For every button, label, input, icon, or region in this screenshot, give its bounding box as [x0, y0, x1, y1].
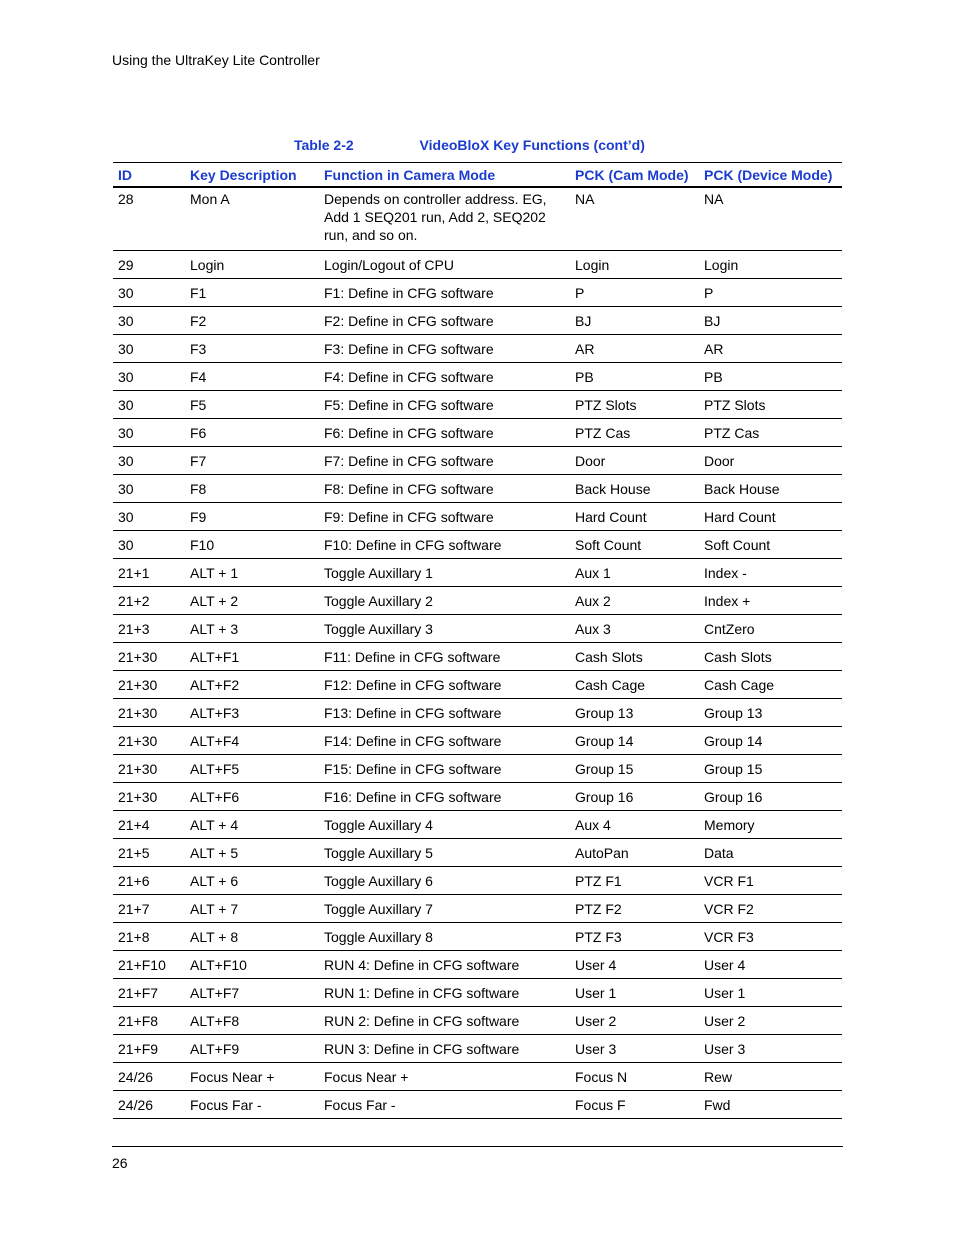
cell-id: 30: [113, 475, 185, 503]
cell-pck-device-mode: Door: [699, 447, 842, 475]
table-row: [113, 727, 842, 755]
cell-pck-cam-mode: Aux 3: [570, 615, 699, 643]
cell-key-description: ALT+F8: [185, 1007, 319, 1035]
cell-pck-cam-mode: PTZ Cas: [570, 419, 699, 447]
table-caption-label: Table 2-2: [294, 137, 354, 153]
cell-function-camera-mode: F10: Define in CFG software: [319, 531, 570, 559]
cell-pck-cam-mode: Hard Count: [570, 503, 699, 531]
cell-pck-cam-mode: PTZ F2: [570, 895, 699, 923]
cell-function-camera-mode: F12: Define in CFG software: [319, 671, 570, 699]
cell-id: 28: [113, 187, 185, 251]
table-row: [113, 447, 842, 475]
cell-pck-cam-mode: Focus F: [570, 1091, 699, 1119]
cell-pck-cam-mode: Group 14: [570, 727, 699, 755]
key-functions-table: [113, 162, 842, 1119]
cell-function-camera-mode: Toggle Auxillary 4: [319, 811, 570, 839]
table-row: [113, 475, 842, 503]
cell-key-description: ALT+F2: [185, 671, 319, 699]
cell-pck-device-mode: PTZ Cas: [699, 419, 842, 447]
cell-pck-cam-mode: User 1: [570, 979, 699, 1007]
cell-pck-device-mode: CntZero: [699, 615, 842, 643]
table-row: [113, 895, 842, 923]
cell-key-description: F8: [185, 475, 319, 503]
table-header-row: [113, 163, 842, 188]
cell-function-camera-mode: RUN 4: Define in CFG software: [319, 951, 570, 979]
cell-pck-device-mode: Login: [699, 251, 842, 279]
table-row: [113, 587, 842, 615]
cell-id: 29: [113, 251, 185, 279]
cell-id: 30: [113, 307, 185, 335]
cell-pck-cam-mode: PTZ F1: [570, 867, 699, 895]
cell-id: 21+30: [113, 699, 185, 727]
cell-function-camera-mode: F16: Define in CFG software: [319, 783, 570, 811]
cell-pck-device-mode: Soft Count: [699, 531, 842, 559]
cell-function-camera-mode: F2: Define in CFG software: [319, 307, 570, 335]
column-header-key-description: Key Description: [185, 163, 319, 188]
cell-id: 21+F7: [113, 979, 185, 1007]
cell-key-description: ALT+F3: [185, 699, 319, 727]
cell-pck-device-mode: Hard Count: [699, 503, 842, 531]
cell-pck-cam-mode: PTZ Slots: [570, 391, 699, 419]
cell-function-camera-mode: Login/Logout of CPU: [319, 251, 570, 279]
cell-function-camera-mode: Toggle Auxillary 2: [319, 587, 570, 615]
cell-function-camera-mode: Toggle Auxillary 7: [319, 895, 570, 923]
cell-function-camera-mode: RUN 3: Define in CFG software: [319, 1035, 570, 1063]
cell-key-description: ALT + 8: [185, 923, 319, 951]
cell-id: 21+30: [113, 727, 185, 755]
cell-id: 21+4: [113, 811, 185, 839]
table-caption: [294, 137, 645, 153]
cell-pck-device-mode: P: [699, 279, 842, 307]
cell-function-camera-mode: Toggle Auxillary 3: [319, 615, 570, 643]
cell-function-camera-mode: F8: Define in CFG software: [319, 475, 570, 503]
cell-function-camera-mode: F14: Define in CFG software: [319, 727, 570, 755]
cell-id: 30: [113, 335, 185, 363]
column-header-function-camera-mode: Function in Camera Mode: [319, 163, 570, 188]
cell-key-description: F1: [185, 279, 319, 307]
cell-function-camera-mode: F13: Define in CFG software: [319, 699, 570, 727]
cell-pck-device-mode: User 2: [699, 1007, 842, 1035]
cell-pck-cam-mode: Group 13: [570, 699, 699, 727]
cell-key-description: ALT + 1: [185, 559, 319, 587]
table-row: [113, 1091, 842, 1119]
cell-pck-cam-mode: AR: [570, 335, 699, 363]
table-row: [113, 187, 842, 251]
column-header-pck-cam-mode: PCK (Cam Mode): [570, 163, 699, 188]
cell-id: 30: [113, 531, 185, 559]
table-row: [113, 559, 842, 587]
cell-key-description: ALT + 2: [185, 587, 319, 615]
table-row: [113, 251, 842, 279]
cell-pck-device-mode: Rew: [699, 1063, 842, 1091]
cell-pck-device-mode: PTZ Slots: [699, 391, 842, 419]
cell-pck-cam-mode: BJ: [570, 307, 699, 335]
cell-pck-cam-mode: Login: [570, 251, 699, 279]
cell-key-description: ALT+F7: [185, 979, 319, 1007]
cell-pck-device-mode: AR: [699, 335, 842, 363]
cell-function-camera-mode: F4: Define in CFG software: [319, 363, 570, 391]
table-row: [113, 671, 842, 699]
cell-pck-device-mode: Index +: [699, 587, 842, 615]
cell-id: 21+2: [113, 587, 185, 615]
cell-pck-device-mode: Group 15: [699, 755, 842, 783]
cell-pck-device-mode: Fwd: [699, 1091, 842, 1119]
table-row: [113, 979, 842, 1007]
table-row: [113, 951, 842, 979]
cell-pck-cam-mode: Aux 1: [570, 559, 699, 587]
cell-id: 30: [113, 419, 185, 447]
cell-pck-cam-mode: AutoPan: [570, 839, 699, 867]
table-row: [113, 335, 842, 363]
cell-id: 21+1: [113, 559, 185, 587]
cell-id: 30: [113, 447, 185, 475]
cell-key-description: ALT+F9: [185, 1035, 319, 1063]
column-header-pck-device-mode: PCK (Device Mode): [699, 163, 842, 188]
cell-key-description: F3: [185, 335, 319, 363]
cell-key-description: ALT + 5: [185, 839, 319, 867]
cell-function-camera-mode: RUN 2: Define in CFG software: [319, 1007, 570, 1035]
cell-pck-device-mode: Group 14: [699, 727, 842, 755]
cell-pck-device-mode: Group 16: [699, 783, 842, 811]
cell-pck-cam-mode: User 2: [570, 1007, 699, 1035]
table-row: [113, 923, 842, 951]
cell-key-description: ALT+F1: [185, 643, 319, 671]
table-row: [113, 1007, 842, 1035]
table-row: [113, 307, 842, 335]
table-row: [113, 615, 842, 643]
cell-function-camera-mode: Focus Near +: [319, 1063, 570, 1091]
cell-function-camera-mode: F9: Define in CFG software: [319, 503, 570, 531]
cell-key-description: F5: [185, 391, 319, 419]
cell-key-description: ALT+F4: [185, 727, 319, 755]
cell-pck-cam-mode: PB: [570, 363, 699, 391]
table-row: [113, 363, 842, 391]
cell-key-description: ALT + 3: [185, 615, 319, 643]
cell-key-description: F4: [185, 363, 319, 391]
table-row: [113, 1063, 842, 1091]
table-row: [113, 643, 842, 671]
cell-pck-device-mode: Data: [699, 839, 842, 867]
table-row: [113, 531, 842, 559]
cell-pck-device-mode: Cash Cage: [699, 671, 842, 699]
table-row: [113, 1035, 842, 1063]
cell-pck-device-mode: Memory: [699, 811, 842, 839]
cell-key-description: F7: [185, 447, 319, 475]
cell-key-description: ALT + 7: [185, 895, 319, 923]
table-row: [113, 279, 842, 307]
cell-id: 30: [113, 503, 185, 531]
cell-pck-device-mode: Group 13: [699, 699, 842, 727]
cell-function-camera-mode: F6: Define in CFG software: [319, 419, 570, 447]
cell-pck-cam-mode: NA: [570, 187, 699, 251]
cell-key-description: ALT+F5: [185, 755, 319, 783]
footer-rule: [112, 1146, 843, 1147]
cell-key-description: ALT+F10: [185, 951, 319, 979]
cell-pck-cam-mode: Aux 4: [570, 811, 699, 839]
cell-function-camera-mode: Toggle Auxillary 1: [319, 559, 570, 587]
cell-function-camera-mode: F7: Define in CFG software: [319, 447, 570, 475]
cell-pck-device-mode: NA: [699, 187, 842, 251]
cell-key-description: F6: [185, 419, 319, 447]
cell-pck-cam-mode: Group 15: [570, 755, 699, 783]
cell-pck-device-mode: VCR F2: [699, 895, 842, 923]
cell-id: 21+5: [113, 839, 185, 867]
cell-key-description: ALT + 4: [185, 811, 319, 839]
table-row: [113, 391, 842, 419]
cell-key-description: F9: [185, 503, 319, 531]
cell-key-description: ALT + 6: [185, 867, 319, 895]
cell-pck-device-mode: User 3: [699, 1035, 842, 1063]
cell-function-camera-mode: Focus Far -: [319, 1091, 570, 1119]
cell-pck-cam-mode: Aux 2: [570, 587, 699, 615]
cell-function-camera-mode: F15: Define in CFG software: [319, 755, 570, 783]
table-row: [113, 867, 842, 895]
cell-id: 24/26: [113, 1091, 185, 1119]
table-row: [113, 839, 842, 867]
cell-id: 21+F9: [113, 1035, 185, 1063]
cell-key-description: F10: [185, 531, 319, 559]
cell-pck-cam-mode: P: [570, 279, 699, 307]
table-caption-title: VideoBloX Key Functions (cont’d): [419, 137, 645, 153]
cell-key-description: Mon A: [185, 187, 319, 251]
cell-pck-device-mode: Index -: [699, 559, 842, 587]
cell-id: 21+30: [113, 643, 185, 671]
page-number: 26: [112, 1155, 128, 1171]
cell-pck-cam-mode: Focus N: [570, 1063, 699, 1091]
cell-function-camera-mode: Toggle Auxillary 6: [319, 867, 570, 895]
cell-pck-cam-mode: User 4: [570, 951, 699, 979]
table-row: [113, 419, 842, 447]
cell-pck-device-mode: VCR F3: [699, 923, 842, 951]
cell-id: 30: [113, 391, 185, 419]
cell-pck-cam-mode: Back House: [570, 475, 699, 503]
column-header-id: ID: [113, 163, 185, 188]
cell-pck-device-mode: Cash Slots: [699, 643, 842, 671]
table-row: [113, 755, 842, 783]
cell-id: 24/26: [113, 1063, 185, 1091]
cell-key-description: Login: [185, 251, 319, 279]
cell-pck-cam-mode: Cash Slots: [570, 643, 699, 671]
cell-id: 30: [113, 279, 185, 307]
cell-id: 21+6: [113, 867, 185, 895]
table-row: [113, 811, 842, 839]
cell-pck-device-mode: Back House: [699, 475, 842, 503]
cell-id: 21+30: [113, 671, 185, 699]
cell-pck-device-mode: VCR F1: [699, 867, 842, 895]
cell-function-camera-mode: RUN 1: Define in CFG software: [319, 979, 570, 1007]
cell-function-camera-mode: F3: Define in CFG software: [319, 335, 570, 363]
cell-id: 21+F8: [113, 1007, 185, 1035]
table-body: [113, 187, 842, 1119]
table-row: [113, 503, 842, 531]
cell-id: 21+30: [113, 783, 185, 811]
cell-pck-device-mode: User 1: [699, 979, 842, 1007]
cell-id: 21+30: [113, 755, 185, 783]
cell-id: 21+3: [113, 615, 185, 643]
cell-pck-cam-mode: Cash Cage: [570, 671, 699, 699]
cell-function-camera-mode: Toggle Auxillary 8: [319, 923, 570, 951]
cell-key-description: F2: [185, 307, 319, 335]
cell-key-description: Focus Near +: [185, 1063, 319, 1091]
cell-key-description: Focus Far -: [185, 1091, 319, 1119]
cell-function-camera-mode: F11: Define in CFG software: [319, 643, 570, 671]
cell-pck-device-mode: User 4: [699, 951, 842, 979]
cell-id: 21+8: [113, 923, 185, 951]
running-header: Using the UltraKey Lite Controller: [112, 52, 320, 68]
cell-id: 21+F10: [113, 951, 185, 979]
cell-function-camera-mode: F1: Define in CFG software: [319, 279, 570, 307]
cell-key-description: ALT+F6: [185, 783, 319, 811]
cell-function-camera-mode: F5: Define in CFG software: [319, 391, 570, 419]
table-row: [113, 783, 842, 811]
cell-id: 30: [113, 363, 185, 391]
table-row: [113, 699, 842, 727]
cell-pck-cam-mode: User 3: [570, 1035, 699, 1063]
cell-pck-cam-mode: PTZ F3: [570, 923, 699, 951]
cell-pck-cam-mode: Soft Count: [570, 531, 699, 559]
cell-pck-device-mode: BJ: [699, 307, 842, 335]
cell-function-camera-mode: Toggle Auxillary 5: [319, 839, 570, 867]
cell-pck-cam-mode: Door: [570, 447, 699, 475]
cell-function-camera-mode: Depends on controller address. EG, Add 1 SEQ201 run, Add 2, SEQ202 run, and so on.: [319, 187, 570, 251]
cell-pck-cam-mode: Group 16: [570, 783, 699, 811]
cell-pck-device-mode: PB: [699, 363, 842, 391]
cell-id: 21+7: [113, 895, 185, 923]
